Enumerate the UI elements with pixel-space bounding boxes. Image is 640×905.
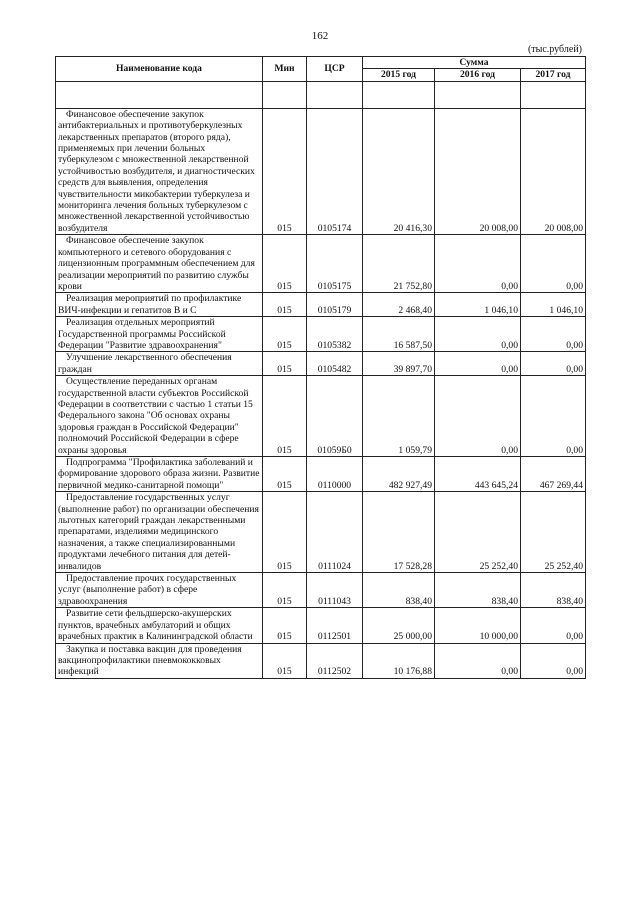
spacer-cell (307, 81, 363, 108)
row-2016-cell: 0,00 (435, 317, 521, 352)
row-csr-cell: 0112501 (307, 608, 363, 643)
row-csr-cell: 0105175 (307, 235, 363, 293)
spacer-cell (363, 81, 435, 108)
row-name-text: Закупка и поставка вакцин для проведения вакцинопрофилактики пневмококковых инфекций (58, 643, 242, 678)
row-2017-cell: 0,00 (521, 352, 586, 376)
row-2015-cell: 10 176,88 (363, 643, 435, 678)
row-2017-cell: 0,00 (521, 317, 586, 352)
row-2016-cell: 0,00 (435, 235, 521, 293)
row-name-cell (56, 293, 263, 317)
row-2017-cell: 20 008,00 (521, 108, 586, 234)
row-name-cell (56, 317, 263, 352)
table-body (56, 81, 586, 678)
spacer-cell (263, 81, 307, 108)
row-2016-cell: 10 000,00 (435, 608, 521, 643)
row-name-cell (56, 573, 263, 608)
row-csr-cell: 0110000 (307, 457, 363, 492)
table-row (56, 376, 586, 457)
row-2017-cell: 838,40 (521, 573, 586, 608)
row-name-text: Осуществление переданных органам государственной власти субъектов Российской Федерации в соответствии с частью 1 статьи 15 Федерального закона "Об основах охраны здоровья граждан в Российской Федерации" полномочий Российской Федерации в сфере охраны здоровья (58, 376, 253, 456)
table-row (56, 317, 586, 352)
row-min-cell: 015 (263, 492, 307, 573)
row-name-text: Финансовое обеспечение закупок антибактериальных и противотуберкулезных лекарственных препаратов (второго ряда), применяемых при лечении больных туберкулезом с множественной лекарственной устойчивостью возбудителя, и диагностических средств для выявления, определения чувствительности микобактерии туберкулеза и мониторинга лечения больных туберкулезом с множественной лекарственной устойчивостью возбудителя (58, 108, 255, 234)
table-row (56, 608, 586, 643)
row-name-text: Предоставление прочих государственных услуг (выполнение работ) в сфере здравоохранения (58, 573, 237, 607)
row-2017-cell: 467 269,44 (521, 457, 586, 492)
row-csr-cell: 01059Б0 (307, 376, 363, 457)
header-2016: 2016 год (435, 69, 521, 81)
header-min: Мин (263, 57, 307, 82)
row-name-text: Предоставление государственных услуг (выполнение работ) по организации обеспечения льготных категорий граждан лекарственными препаратами, изделиями медицинского назначения, а также специализированными продуктами лечебного питания для детей-инвалидов (58, 492, 259, 572)
row-name-cell (56, 376, 263, 457)
row-csr-cell: 0105179 (307, 293, 363, 317)
spacer-cell (56, 81, 263, 108)
row-2015-cell: 20 416,30 (363, 108, 435, 234)
row-name-cell (56, 492, 263, 573)
header-2015: 2015 год (363, 69, 435, 81)
row-csr-cell: 0111043 (307, 573, 363, 608)
row-csr-cell: 0105174 (307, 108, 363, 234)
row-min-cell: 015 (263, 317, 307, 352)
table-row (56, 573, 586, 608)
row-2016-cell: 0,00 (435, 352, 521, 376)
row-min-cell: 015 (263, 108, 307, 234)
row-min-cell: 015 (263, 573, 307, 608)
units-label: (тыс.рублей) (527, 44, 582, 55)
row-name-text: Развитие сети фельдшерско-акушерских пунктов, врачебных амбулаторий и общих врачебных практик в Калининградской области (58, 608, 253, 643)
row-2015-cell: 482 927,49 (363, 457, 435, 492)
row-min-cell: 015 (263, 457, 307, 492)
row-min-cell: 015 (263, 235, 307, 293)
spacer-cell (521, 81, 586, 108)
row-2016-cell: 0,00 (435, 376, 521, 457)
row-2016-cell: 1 046,10 (435, 293, 521, 317)
row-2015-cell: 21 752,80 (363, 235, 435, 293)
row-2015-cell: 17 528,28 (363, 492, 435, 573)
table-row (56, 492, 586, 573)
row-2016-cell: 838,40 (435, 573, 521, 608)
row-2016-cell: 443 645,24 (435, 457, 521, 492)
budget-table (55, 56, 586, 679)
row-2016-cell: 20 008,00 (435, 108, 521, 234)
row-2015-cell: 16 587,50 (363, 317, 435, 352)
spacer-cell (435, 81, 521, 108)
row-2015-cell: 838,40 (363, 573, 435, 608)
row-name-text: Реализация отдельных мероприятий Государственной программы Российской Федерации "Развитие здравоохранения" (58, 317, 226, 351)
table-row (56, 293, 586, 317)
row-name-text: Улучшение лекарственного обеспечения граждан (58, 352, 232, 375)
row-2017-cell: 1 046,10 (521, 293, 586, 317)
table-row (56, 457, 586, 492)
page-number: 162 (311, 30, 329, 42)
header-name: Наименование кода (56, 57, 263, 82)
row-min-cell: 015 (263, 643, 307, 678)
spacer-row (56, 81, 586, 108)
row-min-cell: 015 (263, 608, 307, 643)
row-2016-cell: 25 252,40 (435, 492, 521, 573)
row-min-cell: 015 (263, 376, 307, 457)
row-name-cell (56, 608, 263, 643)
row-csr-cell: 0111024 (307, 492, 363, 573)
table-row (56, 235, 586, 293)
table-row (56, 352, 586, 376)
row-2017-cell: 0,00 (521, 376, 586, 457)
row-2017-cell: 0,00 (521, 608, 586, 643)
row-name-text: Реализация мероприятий по профилактике ВИЧ-инфекции и гепатитов В и С (58, 293, 242, 316)
row-2017-cell: 0,00 (521, 235, 586, 293)
row-min-cell: 015 (263, 352, 307, 376)
row-name-text: Финансовое обеспечение закупок компьютерного и сетевого оборудования с лицензионным программным обеспечением для реализации мероприятий по развитию службы крови (58, 235, 255, 292)
row-2015-cell: 39 897,70 (363, 352, 435, 376)
row-name-text: Подпрограмма "Профилактика заболеваний и формирование здорового образа жизни. Развитие первичной медико-санитарной помощи" (58, 457, 260, 491)
row-2015-cell: 2 468,40 (363, 293, 435, 317)
row-min-cell: 015 (263, 293, 307, 317)
row-csr-cell: 0105482 (307, 352, 363, 376)
header-csr: ЦСР (307, 57, 363, 82)
row-2017-cell: 0,00 (521, 643, 586, 678)
row-name-cell (56, 235, 263, 293)
row-2016-cell: 0,00 (435, 643, 521, 678)
row-csr-cell: 0105382 (307, 317, 363, 352)
table-row (56, 643, 586, 678)
row-2017-cell: 25 252,40 (521, 492, 586, 573)
row-name-cell (56, 643, 263, 678)
row-name-cell (56, 108, 263, 234)
row-name-cell (56, 457, 263, 492)
table-row (56, 108, 586, 234)
header-2017: 2017 год (521, 69, 586, 81)
header-sum: Сумма (363, 57, 586, 69)
row-2015-cell: 25 000,00 (363, 608, 435, 643)
row-name-cell (56, 352, 263, 376)
row-2015-cell: 1 059,79 (363, 376, 435, 457)
row-csr-cell: 0112502 (307, 643, 363, 678)
